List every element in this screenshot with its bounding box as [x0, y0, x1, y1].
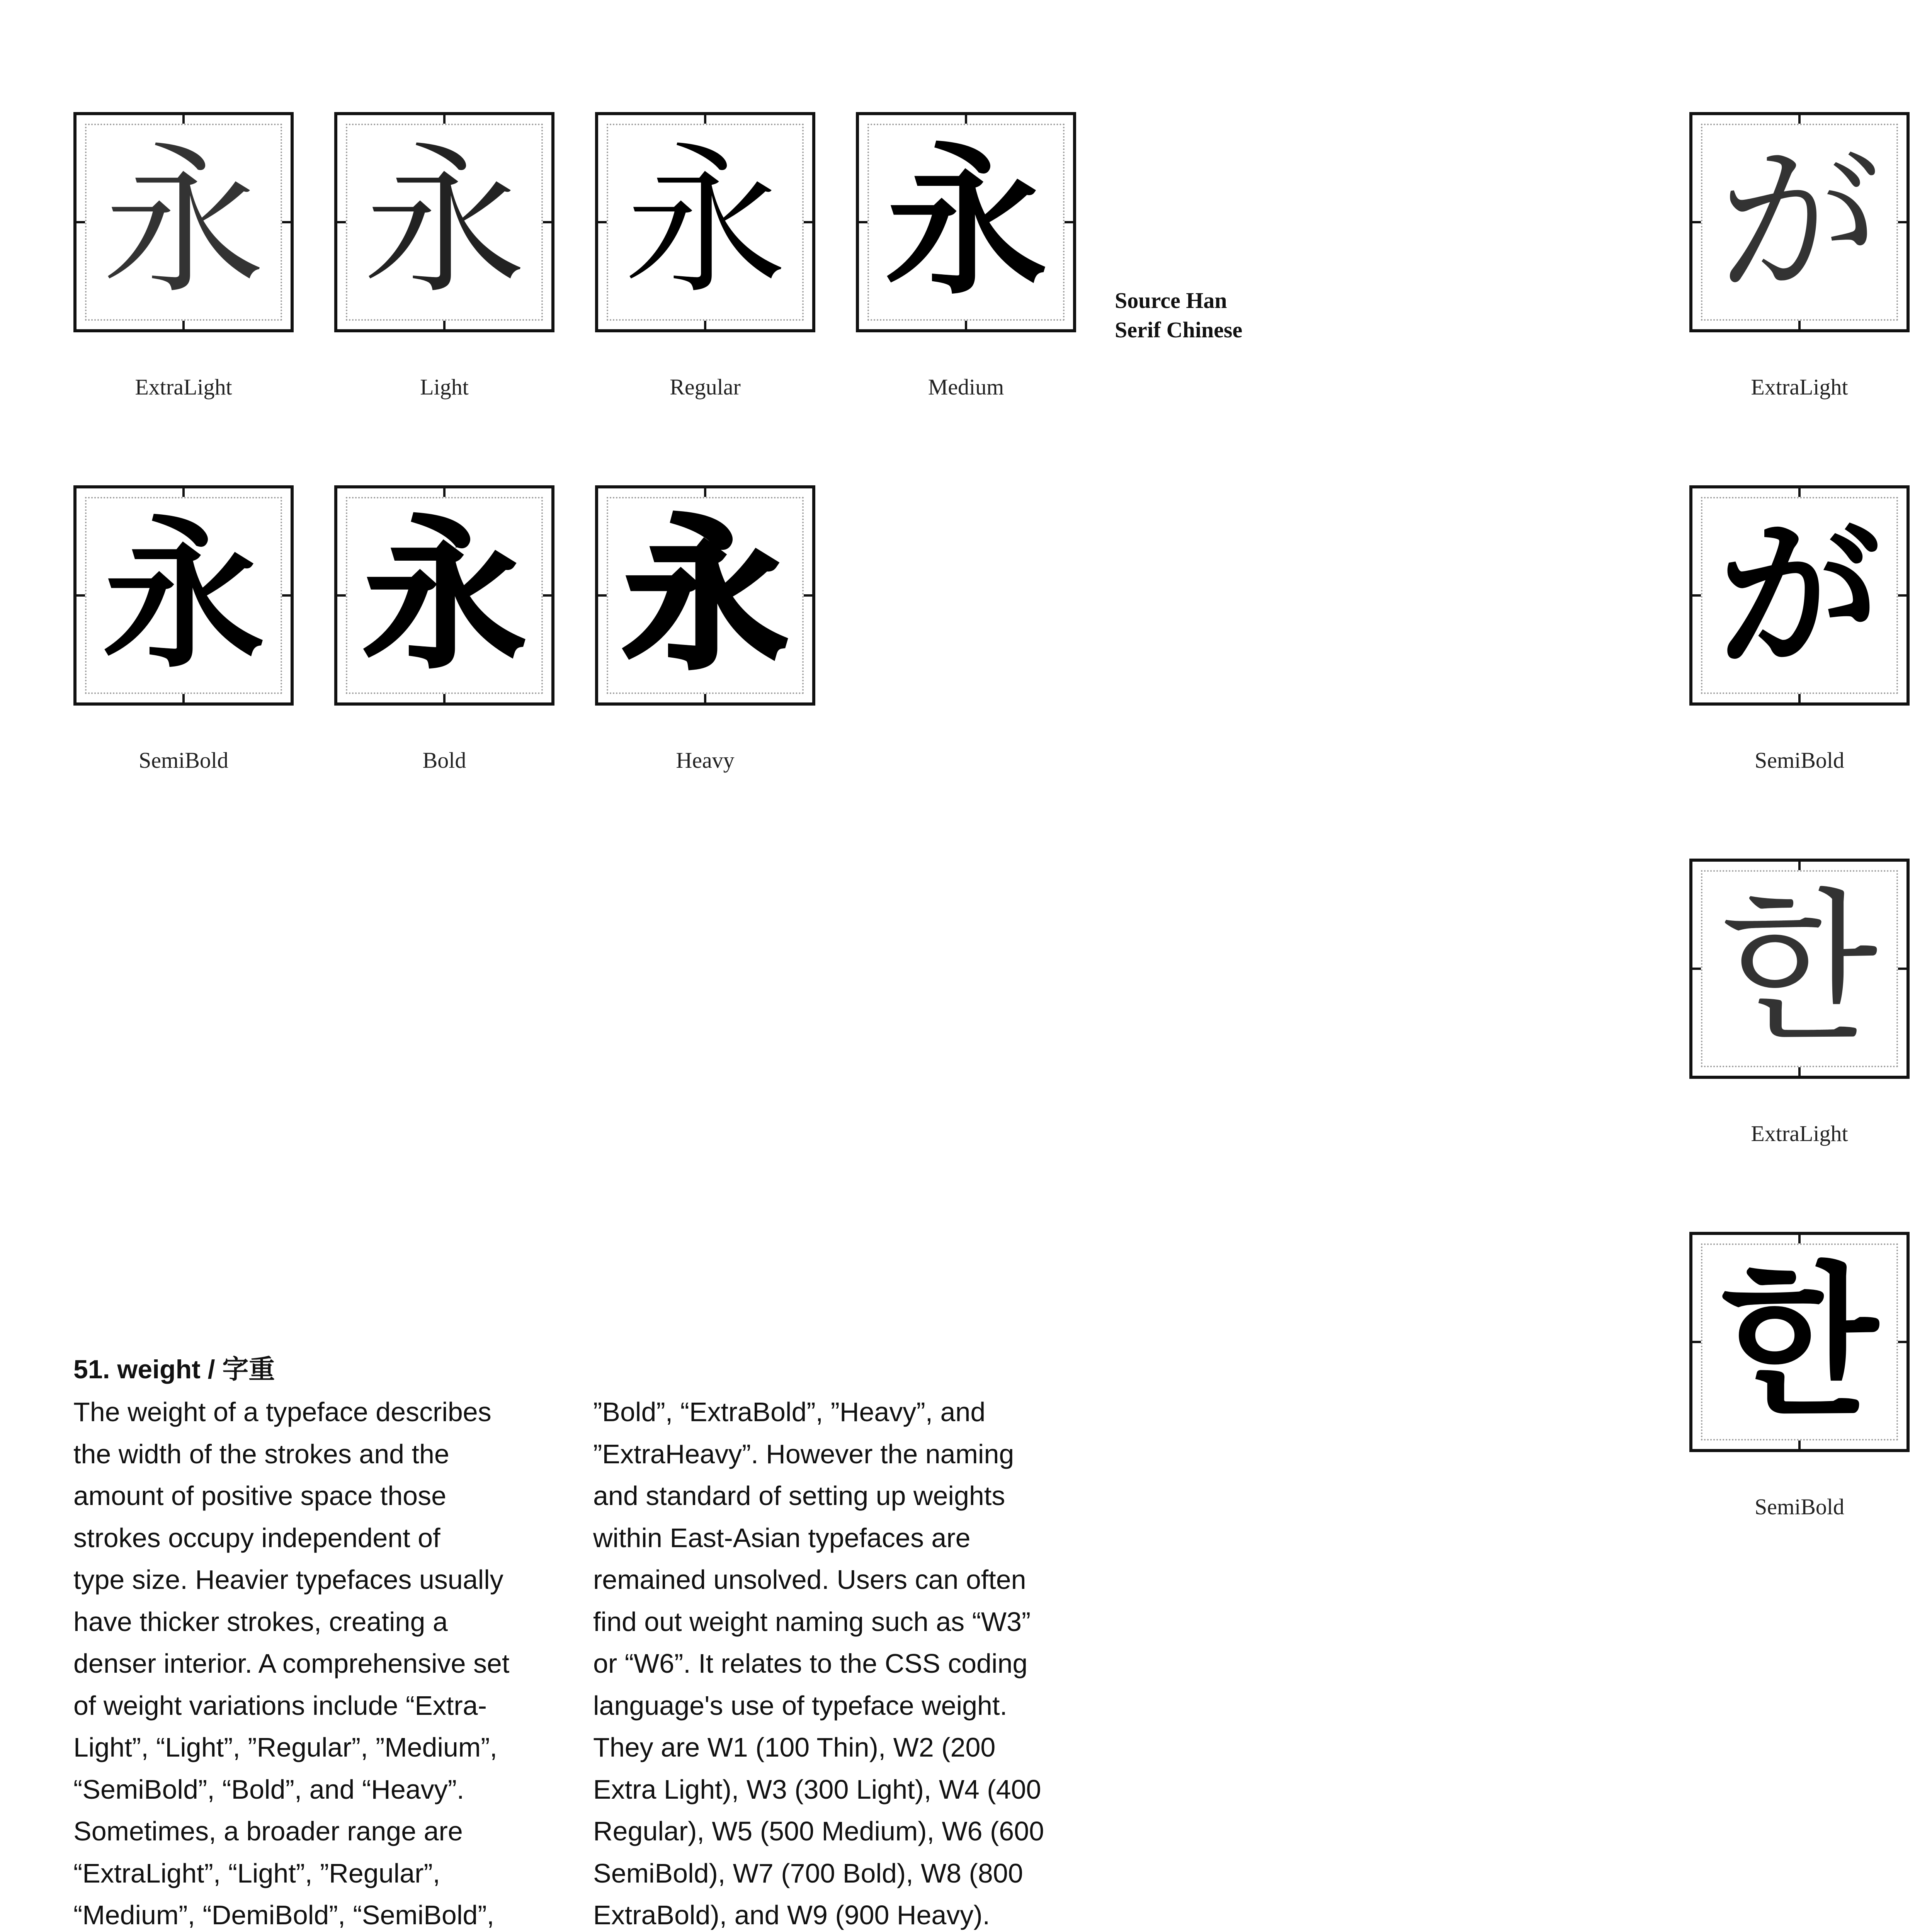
specimen-box [1689, 485, 1910, 706]
specimen-box [1689, 1232, 1910, 1452]
weight-label: Medium [928, 374, 1004, 400]
specimen-glyph: 한 [1721, 1247, 1878, 1437]
specimen-box [334, 112, 554, 332]
body-text-column-2: ”Bold”, “ExtraBold”, ”Heavy”, and ”ExtraHeavy”. However the naming and standard of setting up weights within East-Asian typefaces are remained unsolved. Users can often find out weight naming such as “W3” or “W6”. It relates to the CSS coding language's use of typeface weight. They are W1 (100 Thin), W2 (200 Extra Light), W3 (300 Light), W4 (400 Regular), W5 (500 Medium), W6 (600 SemiBold), W7 (700 Bold), W8 (800 ExtraBold), and W9 (900 Heavy). [593, 1397, 1044, 1930]
specimen-box [856, 112, 1076, 332]
specimen-box [73, 485, 294, 706]
specimen-glyph: 永 [624, 500, 786, 690]
body-text-column-1: The weight of a typeface describes the width of the strokes and the amount of positive space those strokes occupy independent of type size. Heavier typefaces usually have thicker strokes, creating a denser interior. A comprehensive set of weight variations include “Extra- Light”, “Light”, ”Regular”, ”Medium”, “SemiBold”, “Bold”, and “Heavy”. Sometimes, a broader range are “ExtraLight”, “Light”, ”Regular”, “Medium”, “DemiBold”, “SemiBold”, [73, 1397, 510, 1930]
specimen-glyph: 永 [885, 127, 1047, 317]
weight-label: ExtraLight [135, 374, 232, 400]
weight-label: SemiBold [138, 748, 229, 773]
specimen-glyph: 永 [363, 500, 526, 690]
font-family-label: Source Han Serif Chinese [1115, 288, 1243, 342]
weight-label: Light [420, 374, 469, 400]
specimen-glyph: 永 [102, 128, 265, 316]
weight-label: ExtraLight [1751, 1121, 1848, 1146]
specimen-glyph: 永 [102, 500, 265, 690]
specimen-box [1689, 859, 1910, 1079]
specimen-glyph: が [1718, 500, 1881, 690]
section-title: 51. weight / 字重 [73, 1355, 275, 1384]
weight-label: Regular [670, 374, 741, 400]
specimen-glyph: 한 [1721, 874, 1878, 1063]
specimen-glyph: が [1718, 128, 1881, 316]
weight-label: SemiBold [1754, 1494, 1845, 1519]
specimen-glyph: 永 [363, 128, 526, 316]
specimen-box [595, 485, 815, 706]
weight-label: Bold [422, 748, 466, 773]
specimen-box [73, 112, 294, 332]
weight-label: SemiBold [1754, 748, 1845, 773]
weight-label: Heavy [676, 748, 735, 773]
weight-label: ExtraLight [1751, 374, 1848, 400]
specimen-box [595, 112, 815, 332]
specimen-box [334, 485, 554, 706]
specimen-box [1689, 112, 1910, 332]
specimen-glyph: 永 [624, 128, 786, 316]
